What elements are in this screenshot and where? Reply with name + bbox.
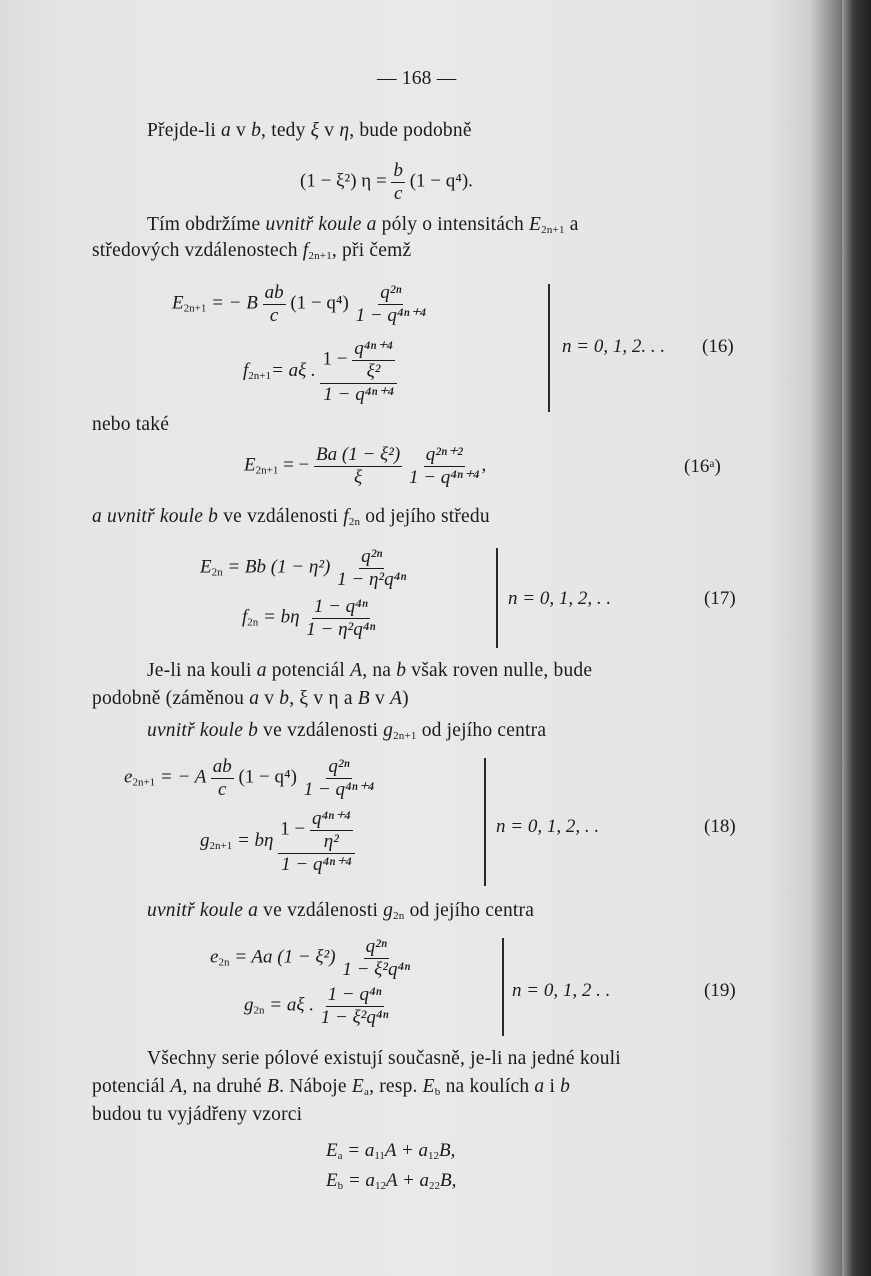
paragraph-6-line-1: Všechny serie pólové existují současně, je-li na jedné kouli [147, 1048, 621, 1069]
paragraph-4-line-2: podobně (záměnou a v b, ξ v η a B v A) [92, 688, 409, 709]
equation-16-label: (16) [702, 336, 734, 357]
equation-19-g: g2n = aξ . $\frac{\text{1 − q⁴ⁿ}}{\text{1 − ξ²q⁴ⁿ}}$ [244, 984, 389, 1028]
equation-Ea: Ea = a11A + a12B, [326, 1140, 456, 1162]
paragraph-6-line-3: budou tu vyjádřeny vzorci [92, 1104, 303, 1125]
binding-shadow [842, 0, 871, 1276]
equation-18-range: n = 0, 1, 2, . . [496, 816, 600, 837]
equation-Eb: Eb = a12A + a22B, [326, 1170, 457, 1192]
equation-17-range: n = 0, 1, 2, . . [508, 588, 612, 609]
equation-17-E: E2n = Bb (1 − η²) $\frac{\text{q²ⁿ}}{\text{1 − η²q⁴ⁿ}}$ [200, 546, 407, 590]
equation-1: (1 − ξ²) η = $\frac{b}{c}$ (1 − q⁴). [300, 160, 473, 204]
equation-16-f: f2n+1= aξ . 1 − $\frac{\text{q⁴ⁿ⁺⁴}}{\text{ξ²}}$ 1 − q⁴ⁿ⁺⁴ [243, 338, 397, 406]
paragraph-3: a uvnitř koule b ve vzdálenosti f2n od jejího středu [92, 506, 490, 528]
equation-17-f: f2n = bη $\frac{\text{1 − q⁴ⁿ}}{\text{1 − η²q⁴ⁿ}}$ [242, 596, 376, 640]
paragraph-6-line-2: potenciál A, na druhé B. Náboje Ea, resp. Eb na koulích a i b [92, 1076, 571, 1098]
page-number: — 168 — [377, 68, 457, 89]
brace-16 [540, 284, 550, 412]
equation-17-label: (17) [704, 588, 736, 609]
brace-19 [494, 938, 504, 1036]
equation-16a: E2n+1 = − $\frac{\text{Ba (1 − ξ²)}}{\xi}$ $\frac{\text{q²ⁿ⁺²}}{\text{1 − q⁴ⁿ⁺⁴}}$ , [244, 444, 487, 488]
paragraph-1: Přejde-li a v b, tedy ξ v η, bude podobně [147, 120, 472, 141]
equation-19-range: n = 0, 1, 2 . . [512, 980, 611, 1001]
brace-17 [488, 548, 498, 648]
equation-19-e: e2n = Aa (1 − ξ²) $\frac{\text{q²ⁿ}}{\text{1 − ξ²q⁴ⁿ}}$ [210, 936, 411, 980]
paragraph-4-line-3: uvnitř koule b ve vzdálenosti g2n+1 od jejího centra [147, 720, 547, 742]
paragraph-4-line-1: Je-li na kouli a potenciál A, na b však roven nulle, bude [147, 660, 593, 681]
paragraph-2-line-1: Tím obdržíme uvnitř koule a póly o intensitách E2n+1 a [147, 214, 579, 236]
paragraph-2-line-2: středových vzdálenostech f2n+1, při čemž [92, 240, 412, 262]
equation-18-label: (18) [704, 816, 736, 837]
brace-18 [476, 758, 486, 886]
equation-16a-label: (16ᵃ) [684, 456, 721, 477]
equation-16-range: n = 0, 1, 2. . . [562, 336, 666, 357]
equation-18-e: e2n+1 = − A $\frac{ab}{c}$ (1 − q⁴) $\frac{\text{q²ⁿ}}{\text{1 − q⁴ⁿ⁺⁴}}$ [124, 756, 375, 800]
paragraph-5: uvnitř koule a ve vzdálenosti g2n od jejího centra [147, 900, 535, 922]
equation-16-E: E2n+1 = − B $\frac{ab}{c}$ (1 − q⁴) $\frac{\text{q²ⁿ}}{\text{1 − q⁴ⁿ⁺⁴}}$ [172, 282, 427, 326]
equation-18-g: g2n+1 = bη 1 − $\frac{\text{q⁴ⁿ⁺⁴}}{\text{η²}}$ 1 − q⁴ⁿ⁺⁴ [200, 808, 355, 876]
equation-19-label: (19) [704, 980, 736, 1001]
nebo-take: nebo také [92, 414, 170, 435]
